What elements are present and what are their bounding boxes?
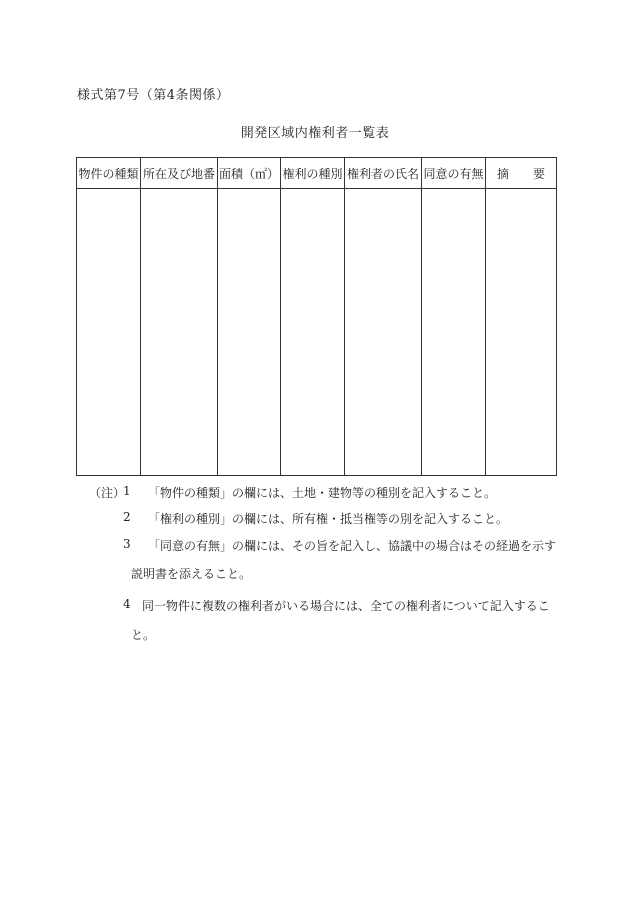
note-4-number: 4 (123, 597, 131, 611)
column-header-remarks: 摘 要 (486, 158, 557, 189)
cell-location (141, 189, 218, 476)
cell-area (218, 189, 281, 476)
note-2-number: 2 (123, 510, 131, 524)
cell-right-type (281, 189, 345, 476)
column-header-location: 所在及び地番 (141, 158, 218, 189)
column-header-right-type: 権利の種別 (281, 158, 345, 189)
column-header-holder-name: 権利者の氏名 (345, 158, 422, 189)
cell-remarks (486, 189, 557, 476)
document-title: 開発区域内権利者一覧表 (240, 126, 390, 141)
note-4-text-line-1: 同一物件に複数の権利者がいる場合には、全ての権利者について記入するこ (142, 599, 550, 613)
rights-holders-table (76, 157, 557, 476)
note-2-text: 「権利の種別」の欄には、所有権・抵当権等の別を記入すること。 (148, 512, 509, 526)
note-3-number: 3 (123, 537, 131, 551)
note-3-text-line-1: 「同意の有無」の欄には、その旨を記入し、協議中の場合はその経過を示す (148, 539, 557, 553)
column-header-area: 面積（㎡） (218, 158, 281, 189)
note-3-text-line-2: 説明書を添えること。 (131, 567, 252, 581)
table-header-row (77, 158, 557, 189)
note-1-text: 「物件の種類」の欄には、土地・建物等の種別を記入すること。 (148, 486, 497, 500)
note-4-text-line-2: と。 (131, 628, 156, 642)
column-header-property-type: 物件の種類 (77, 158, 141, 189)
column-header-consent: 同意の有無 (422, 158, 486, 189)
cell-holder-name (345, 189, 422, 476)
note-1-number: 1 (123, 484, 131, 498)
cell-property-type (77, 189, 141, 476)
cell-consent (422, 189, 486, 476)
form-number: 様式第7号（第4条関係） (77, 88, 230, 103)
table-row (77, 189, 557, 476)
notes-label: （注） (89, 486, 126, 500)
